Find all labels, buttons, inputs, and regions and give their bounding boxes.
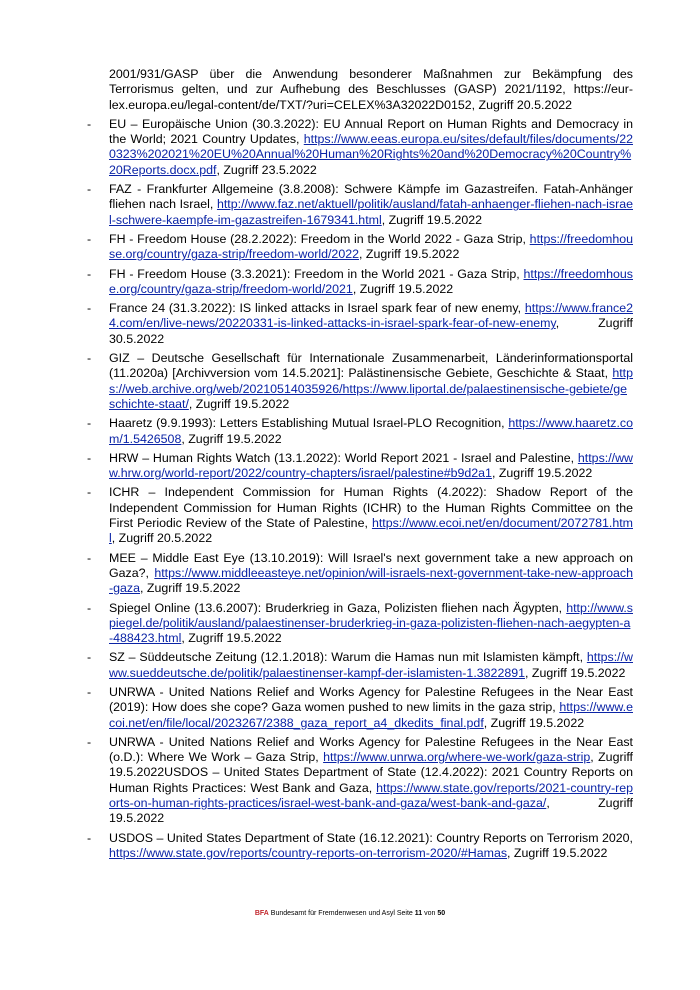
reference-access-date: , Zugriff 19.5.2022 [507,845,608,860]
reference-item [84,267,633,298]
reference-text: FH - Freedom House (28.2.2022): Freedom in the World 2022 - Gaza Strip, [109,231,530,246]
footer-of-label: von [422,910,438,917]
page-footer [0,909,700,918]
reference-text: UNRWA - United Nations Relief and Works Agency for Palestine Refugees in the Near East (2019): How does she cope? Gaza women pushed to new limits in the gaza strip, [109,684,633,715]
reference-text: ICHR – Independent Commission for Human Rights (4.2022): Shadow Report of the Independent Commission for Human Rights (ICHR) to the Human Rights Committee on the First Periodic Review of the State of Palestine, [109,485,633,531]
reference-access-date: , Zugriff 19.5.2022 [188,396,290,411]
reference-link-secondary[interactable]: https://www.state.gov/reports/2021-country-reports-on-human-rights-practices/israel-west-bank-and-gaza/west-bank-and-gaza/ [109,780,633,811]
reference-link[interactable]: http://www.spiegel.de/politik/ausland/palaestinenser-bruderkrieg-in-gaza-polizisten-fliehen-nach-aegypten-a-488423.html [109,600,633,646]
reference-text: MEE – Middle East Eye (13.10.2019): Will Israel's next government take a new approach on Gaza?, [109,550,633,580]
reference-access-date: , Zugriff 19.5.2022 [525,665,626,680]
bullet-dash: - [87,734,92,749]
reference-item [84,831,633,862]
reference-link[interactable]: https://www.eeas.europa.eu/sites/default/files/documents/220323%202021%20EU%20Annual%20Human%20Rights%20and%20Democracy%20Country%20Reports.docx.pdf [109,132,633,177]
reference-text: FH - Freedom House (3.3.2021): Freedom in the World 2021 - Gaza Strip, [109,266,524,281]
reference-link[interactable]: https://www.sueddeutsche.de/politik/palaestinenser-kampf-der-islamisten-1.3822891 [109,650,633,680]
reference-item [84,601,633,647]
reference-item [84,451,633,482]
bullet-dash: - [87,600,92,615]
reference-text: FAZ - Frankfurter Allgemeine (3.8.2008): Schwere Kämpfe im Gazastreifen. Fatah-Anhänger fliehen nach Israel, [109,182,633,212]
reference-access-date: , Zugriff 19.5.2022USDOS – United States Department of State (12.4.2022): 2021 Country Reports on Human Rights Practices: West Bank and Gaza, [109,750,634,795]
reference-text: EU – Europäische Union (30.3.2022): EU Annual Report on Human Rights and Democracy in the World; 2021 Country Updates, [109,116,633,147]
bullet-dash: - [87,116,92,131]
reference-text: France 24 (31.3.2022): IS linked attacks in Israel spark fear of new enemy, [109,301,525,316]
reference-link[interactable]: https://www.ecoi.net/en/document/2072781.html [109,516,633,546]
reference-item [84,551,633,597]
reference-link[interactable]: https://www.middleeasteye.net/opinion/will-israels-next-government-take-new-approach-gaza [109,565,633,596]
reference-access-date: , Zugriff 19.5.2022 [381,212,483,227]
reference-access-date: , Zugriff 19.5.2022 [483,715,585,730]
reference-access-date: , Zugriff 19.5.2022 [359,247,460,262]
reference-text: HRW – Human Rights Watch (13.1.2022): World Report 2021 - Israel and Palestine, [109,450,578,465]
reference-text: Haaretz (9.9.1993): Letters Establishing Mutual Israel-PLO Recognition, [109,416,509,431]
reference-access-date: , Zugriff 23.5.2022 [216,162,317,177]
reference-list [84,117,633,861]
reference-text: GIZ – Deutsche Gesellschaft für Internationale Zusammenarbeit, Länderinformationsportal (11.2020a) [Archivversion vom 14.5.2021]: Palästinensische Gebiete, Geschichte & Staat, [109,351,633,381]
bfa-logo-text: BFA [254,910,269,917]
bullet-dash: - [87,830,92,845]
reference-text: USDOS – United States Department of State (16.12.2021): Country Reports on Terrorism 2020, [109,830,633,845]
reference-text: SZ – Süddeutsche Zeitung (12.1.2018): Warum die Hamas nun mit Islamisten kämpft, [109,650,587,665]
footer-total-pages: 50 [437,910,446,917]
reference-link[interactable]: https://www.france24.com/en/live-news/20220331-is-linked-attacks-in-israel-spark-fear-of-new-enemy [109,301,633,331]
reference-link[interactable]: https://www.unrwa.org/where-we-work/gaza-strip [323,750,591,765]
reference-access-date: , Zugriff 19.5.2022 [491,466,593,481]
reference-text: Spiegel Online (13.6.2007): Bruderkrieg in Gaza, Polizisten fliehen nach Ägypten, [109,600,567,615]
reference-continuation: 2001/931/GASP über die Anwendung besonderer Maßnahmen zur Bekämpfung des Terrorismus gelten, und zur Aufhebung des Beschlusses (GASP) 2021/1192, https://eur-lex.europa.eu/legal-content/de/TXT/?uri=CELEX%3A32022D0152, Zugriff 20.5.2022 [109,67,633,112]
bullet-dash: - [87,485,92,500]
reference-text: UNRWA - United Nations Relief and Works Agency for Palestine Refugees in the Near East (o.D.): Where We Work – Gaza Strip, [109,734,633,765]
reference-item [84,232,633,263]
reference-item [84,301,633,347]
reference-item [84,416,633,447]
reference-access-date: , Zugriff 20.5.2022 [111,531,213,546]
bullet-dash: - [87,266,92,281]
reference-item [84,182,633,228]
reference-item [84,117,633,178]
reference-item [84,650,633,681]
bullet-dash: - [87,231,92,246]
reference-link[interactable]: https://freedomhouse.org/country/gaza-strip/freedom-world/2022 [109,231,633,262]
bullet-dash: - [87,650,92,665]
reference-link[interactable]: http://www.faz.net/aktuell/politik/ausland/fatah-anhaenger-fliehen-nach-israel-schwere-kaempfe-im-gazastreifen-1679341.html [109,197,633,227]
bullet-dash: - [87,550,92,565]
document-body [84,67,633,861]
reference-access-date: , Zugriff 19.5.2022 [352,281,454,296]
bullet-dash: - [87,351,92,366]
reference-link[interactable]: https://www.ecoi.net/en/file/local/2023267/2388_gaza_report_a4_dkedits_final.pdf [109,700,633,730]
reference-link[interactable]: https://www.haaretz.com/1.5426508 [109,416,633,446]
reference-link[interactable]: https://freedomhouse.org/country/gaza-strip/freedom-world/2021 [109,266,633,296]
reference-access-date: , Zugriff 19.5.2022 [181,431,282,446]
bullet-dash: - [87,301,92,316]
footer-org-label: Bundesamt für Fremdenwesen und Asyl Seite [268,910,415,917]
reference-item [84,485,633,546]
bullet-dash: - [87,182,92,197]
reference-item [84,351,633,412]
bullet-dash: - [87,684,92,699]
footer-page-number: 11 [414,910,423,917]
reference-access-date-secondary: , Zugriff 19.5.2022 [109,796,633,826]
reference-access-date: , Zugriff 19.5.2022 [181,631,282,646]
bullet-dash: - [87,416,92,431]
bullet-dash: - [87,450,92,465]
reference-access-date: , Zugriff 19.5.2022 [140,581,241,596]
reference-access-date: , Zugriff 30.5.2022 [109,316,633,346]
reference-link[interactable]: https://www.state.gov/reports/country-reports-on-terrorism-2020/#Hamas [109,845,508,860]
reference-link[interactable]: https://www.hrw.org/world-report/2022/country-chapters/israel/palestine#b9d2a1 [109,450,633,481]
reference-item [84,735,633,827]
reference-link[interactable]: https://web.archive.org/web/20210514035926/https://www.liportal.de/palaestinensische-gebiete/geschichte-staat/ [109,366,633,411]
reference-item [84,685,633,731]
